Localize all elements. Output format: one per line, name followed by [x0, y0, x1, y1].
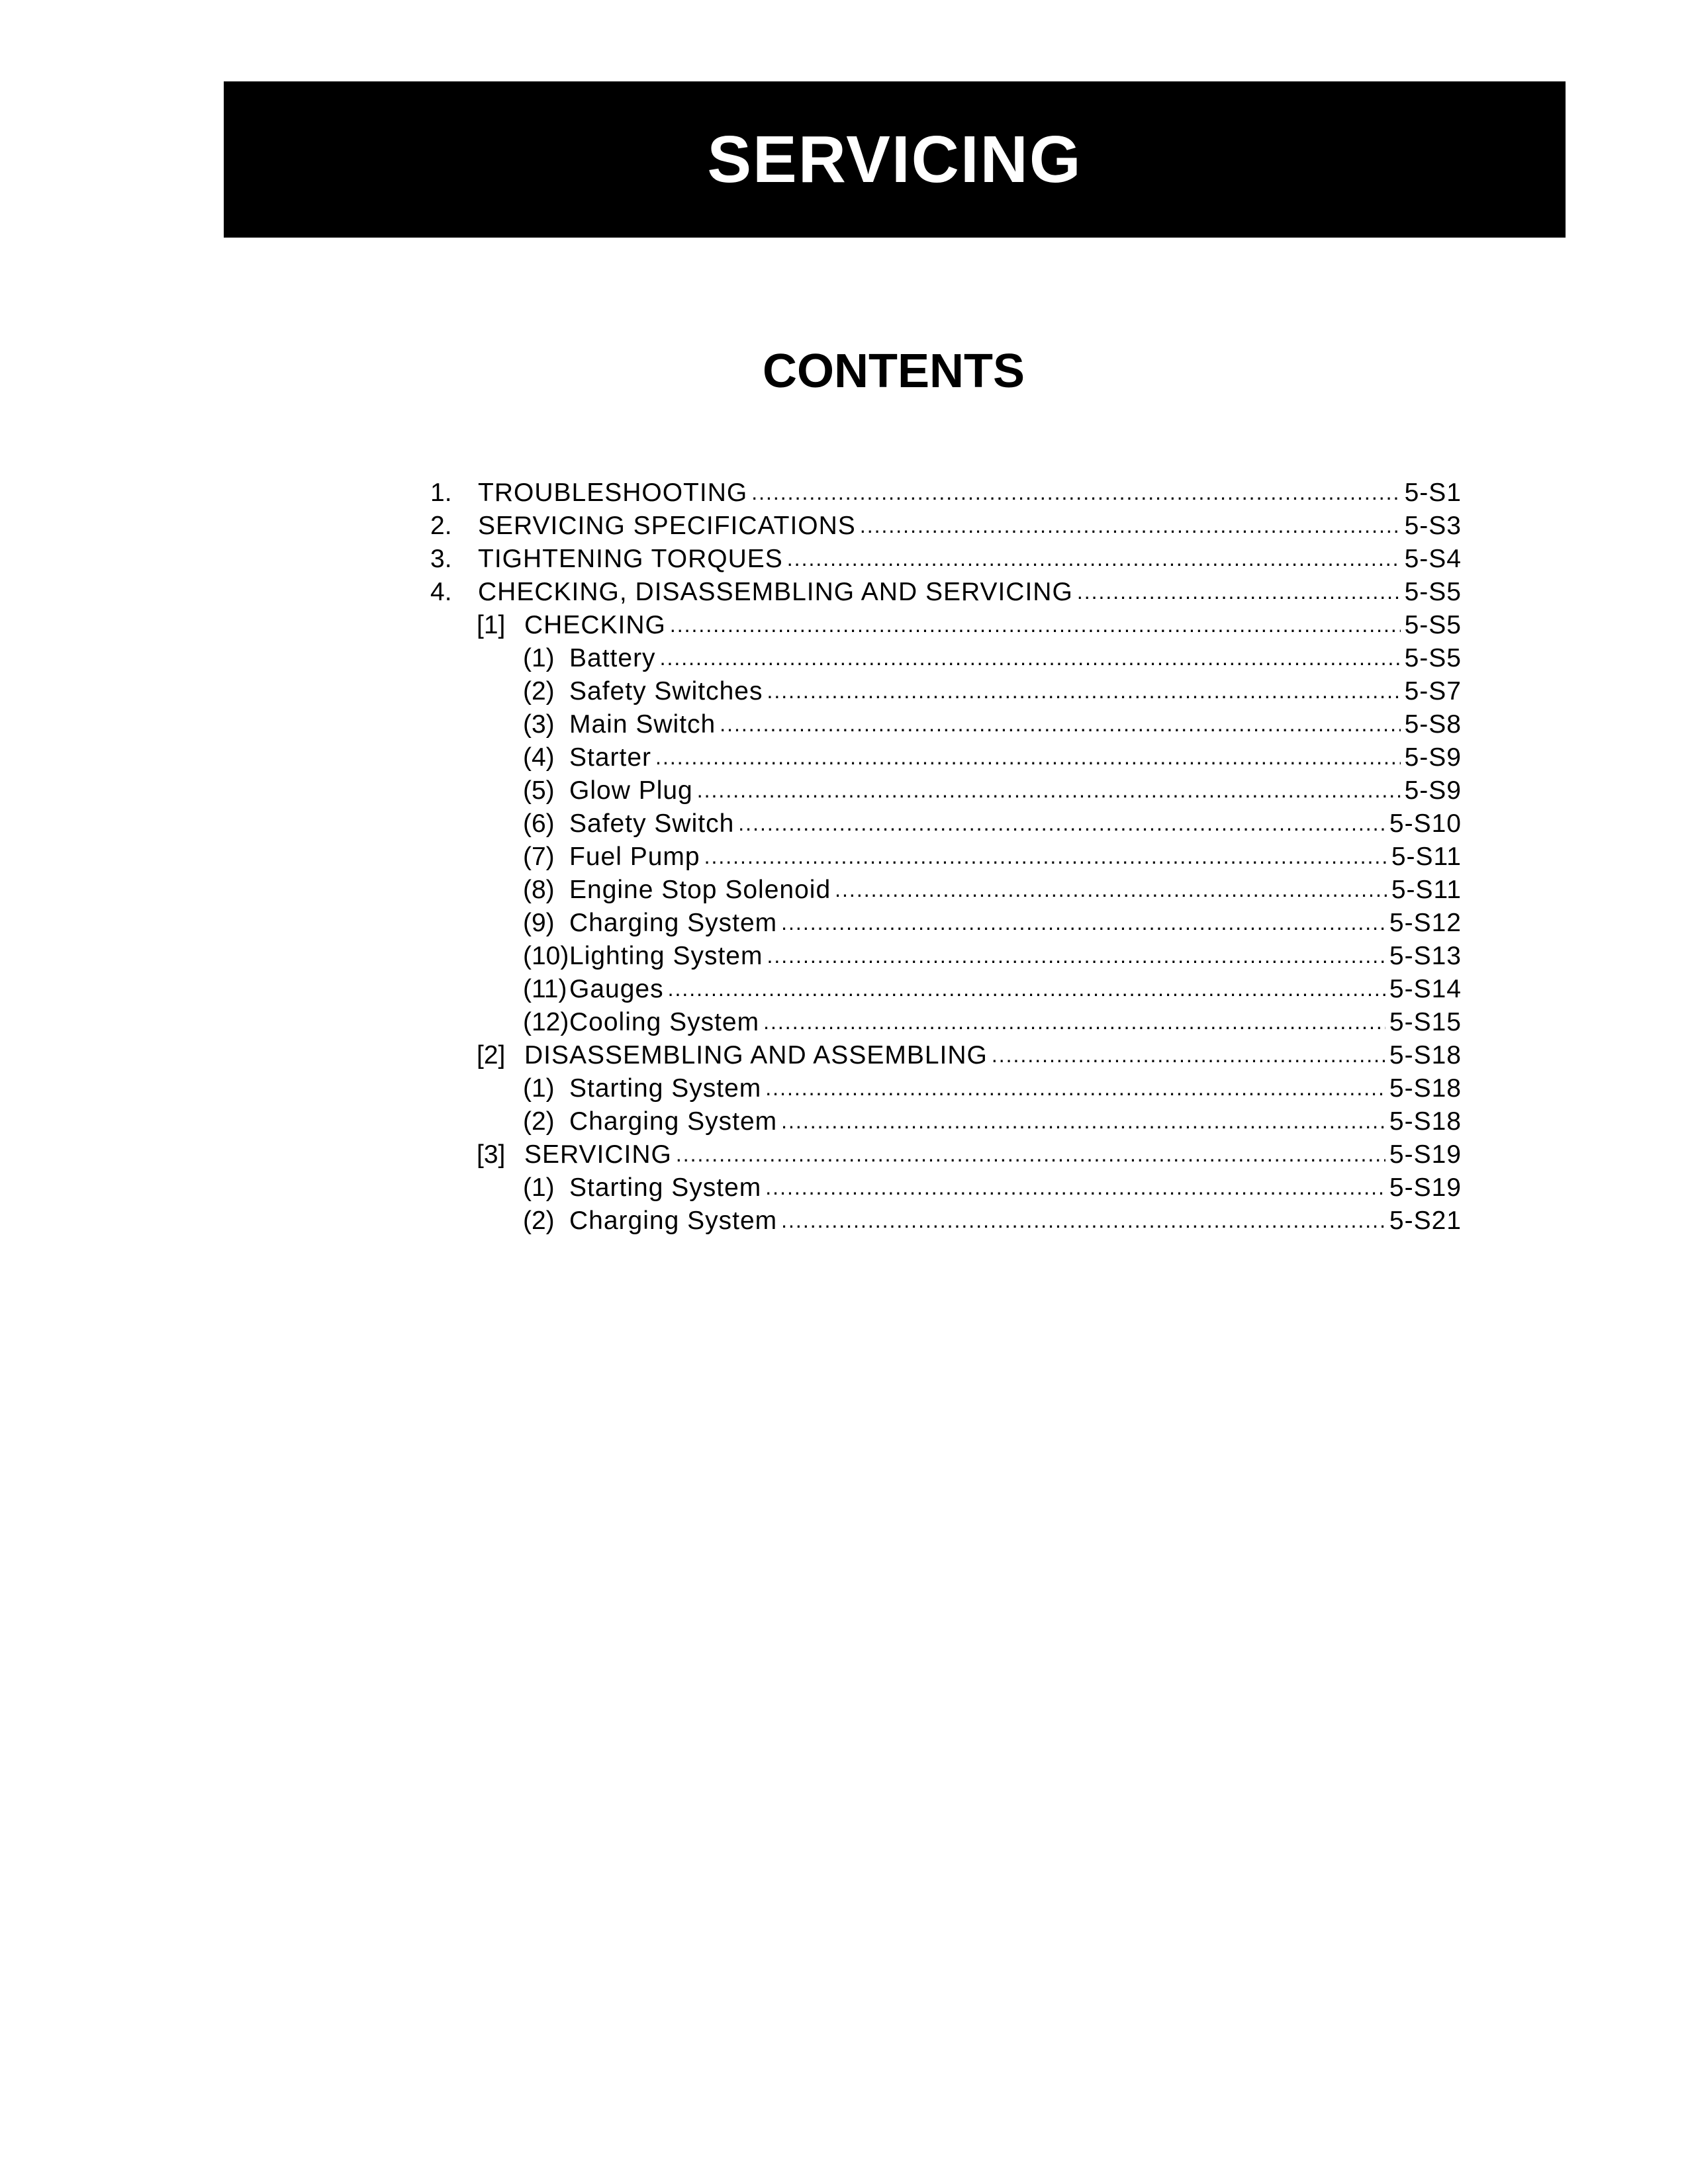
toc-entry[interactable] — [430, 973, 1462, 1006]
toc-entry[interactable] — [430, 510, 1462, 543]
dot-leader — [767, 674, 1400, 707]
toc-entry-number: (9) — [523, 909, 555, 937]
toc-entry-number: [3] — [477, 1140, 506, 1169]
toc-entry[interactable] — [430, 1072, 1462, 1105]
toc-entry-page: 5-S19 — [1389, 1173, 1462, 1202]
toc-entry[interactable] — [430, 1205, 1462, 1238]
toc-entry-title: SERVICING SPECIFICATIONS — [478, 512, 856, 540]
toc-entry-title: CHECKING — [524, 611, 666, 639]
dot-leader — [704, 839, 1387, 872]
dot-leader — [738, 806, 1385, 839]
toc-entry-number: (3) — [523, 710, 555, 739]
toc-entry-number: 4. — [430, 578, 452, 606]
toc-entry[interactable] — [430, 1039, 1462, 1072]
toc-entry[interactable] — [430, 477, 1462, 510]
toc-entry[interactable] — [430, 907, 1462, 940]
toc-entry-page: 5-S15 — [1389, 1008, 1462, 1036]
toc-entry-page: 5-S11 — [1391, 876, 1462, 904]
toc-entry-number: (1) — [523, 1173, 555, 1202]
section-title: SERVICING — [707, 122, 1082, 197]
toc-entry[interactable] — [430, 1105, 1462, 1138]
toc-entry-page: 5-S8 — [1404, 710, 1462, 739]
toc-entry[interactable] — [430, 1171, 1462, 1205]
toc-entry-number: (1) — [523, 1074, 555, 1103]
toc-entry[interactable] — [430, 576, 1462, 609]
toc-entry-title: Charging System — [569, 909, 778, 937]
toc-entry-page: 5-S7 — [1404, 677, 1462, 705]
toc-entry-page: 5-S18 — [1389, 1074, 1462, 1103]
toc-entry-page: 5-S18 — [1389, 1107, 1462, 1136]
dot-leader — [697, 773, 1401, 806]
toc-entry-number: (10) — [523, 942, 569, 970]
toc-entry-number: (8) — [523, 876, 555, 904]
toc-entry-title: Safety Switches — [569, 677, 763, 705]
toc-entry-page: 5-S9 — [1404, 743, 1462, 772]
dot-leader — [751, 475, 1400, 508]
toc-entry[interactable] — [430, 774, 1462, 807]
toc-entry-title: Charging System — [569, 1107, 778, 1136]
toc-entry-number: (2) — [523, 1206, 555, 1235]
toc-entry-title: Battery — [569, 644, 656, 672]
toc-entry-number: (11) — [523, 975, 567, 1003]
toc-entry-title: Starting System — [569, 1074, 762, 1103]
toc-entry-page: 5-S11 — [1391, 842, 1462, 871]
toc-entry-title: DISASSEMBLING AND ASSEMBLING — [524, 1041, 988, 1069]
toc-entry-title: Glow Plug — [569, 776, 693, 805]
toc-entry-number: (2) — [523, 1107, 555, 1136]
dot-leader — [655, 740, 1401, 773]
toc-entry-number: (1) — [523, 644, 555, 672]
dot-leader — [676, 1137, 1385, 1170]
toc-entry-number: 3. — [430, 545, 452, 573]
dot-leader — [765, 1071, 1385, 1104]
toc-entry-number: [1] — [477, 611, 506, 639]
dot-leader — [767, 938, 1385, 972]
toc-entry[interactable] — [430, 675, 1462, 708]
contents-heading: CONTENTS — [763, 345, 1025, 398]
toc-entry-page: 5-S13 — [1389, 942, 1462, 970]
dot-leader — [781, 905, 1385, 938]
toc-entry-page: 5-S1 — [1404, 478, 1462, 507]
toc-entry[interactable] — [430, 940, 1462, 973]
toc-entry-page: 5-S3 — [1404, 512, 1462, 540]
toc-entry[interactable] — [430, 609, 1462, 642]
dot-leader — [835, 872, 1387, 905]
toc-entry-number: (4) — [523, 743, 555, 772]
toc-entry-number: (5) — [523, 776, 555, 805]
toc-entry-title: Lighting System — [569, 942, 763, 970]
dot-leader — [1077, 574, 1401, 608]
toc-entry-number: 1. — [430, 478, 452, 507]
toc-entry-page: 5-S10 — [1389, 809, 1462, 838]
toc-entry[interactable] — [430, 642, 1462, 675]
toc-entry-title: Starter — [569, 743, 652, 772]
toc-entry-number: (12) — [523, 1008, 569, 1036]
toc-entry-title: Safety Switch — [569, 809, 735, 838]
toc-entry[interactable] — [430, 1006, 1462, 1039]
toc-entry[interactable] — [430, 708, 1462, 741]
toc-entry-number: (6) — [523, 809, 555, 838]
toc-entry-page: 5-S14 — [1389, 975, 1462, 1003]
toc-entry-number: 2. — [430, 512, 452, 540]
toc-entry-title: Charging System — [569, 1206, 778, 1235]
toc-entry-page: 5-S12 — [1389, 909, 1462, 937]
dot-leader — [668, 972, 1385, 1005]
toc-entry[interactable] — [430, 1138, 1462, 1171]
toc-entry-page: 5-S21 — [1389, 1206, 1462, 1235]
dot-leader — [992, 1038, 1385, 1071]
toc-entry[interactable] — [430, 543, 1462, 576]
toc-entry[interactable] — [430, 874, 1462, 907]
toc-entry-page: 5-S19 — [1389, 1140, 1462, 1169]
toc-entry-page: 5-S5 — [1404, 578, 1462, 606]
section-banner — [224, 81, 1566, 238]
dot-leader — [720, 707, 1400, 740]
dot-leader — [787, 541, 1401, 574]
toc-entry-title: Starting System — [569, 1173, 762, 1202]
toc-entry-title: Main Switch — [569, 710, 716, 739]
toc-entry-number: (7) — [523, 842, 555, 871]
dot-leader — [660, 641, 1401, 674]
toc-entry-number: [2] — [477, 1041, 506, 1069]
dot-leader — [781, 1203, 1385, 1236]
toc-entry-title: TIGHTENING TORQUES — [478, 545, 783, 573]
toc-entry-title: TROUBLESHOOTING — [478, 478, 748, 507]
dot-leader — [670, 608, 1401, 641]
toc-entry-title: Gauges — [569, 975, 664, 1003]
dot-leader — [763, 1005, 1385, 1038]
toc-entry-page: 5-S9 — [1404, 776, 1462, 805]
toc-entry-page: 5-S18 — [1389, 1041, 1462, 1069]
toc-entry-page: 5-S4 — [1404, 545, 1462, 573]
toc-entry-title: Engine Stop Solenoid — [569, 876, 831, 904]
toc-entry-title: SERVICING — [524, 1140, 672, 1169]
toc-entry-page: 5-S5 — [1404, 644, 1462, 672]
toc-entry-number: (2) — [523, 677, 555, 705]
table-of-contents — [430, 477, 1462, 1238]
dot-leader — [781, 1104, 1385, 1137]
toc-entry[interactable] — [430, 741, 1462, 774]
toc-entry[interactable] — [430, 841, 1462, 874]
toc-entry[interactable] — [430, 807, 1462, 841]
dot-leader — [765, 1170, 1385, 1203]
toc-entry-page: 5-S5 — [1404, 611, 1462, 639]
dot-leader — [860, 508, 1401, 541]
toc-entry-title: Fuel Pump — [569, 842, 700, 871]
toc-entry-title: Cooling System — [569, 1008, 760, 1036]
toc-entry-title: CHECKING, DISASSEMBLING AND SERVICING — [478, 578, 1073, 606]
